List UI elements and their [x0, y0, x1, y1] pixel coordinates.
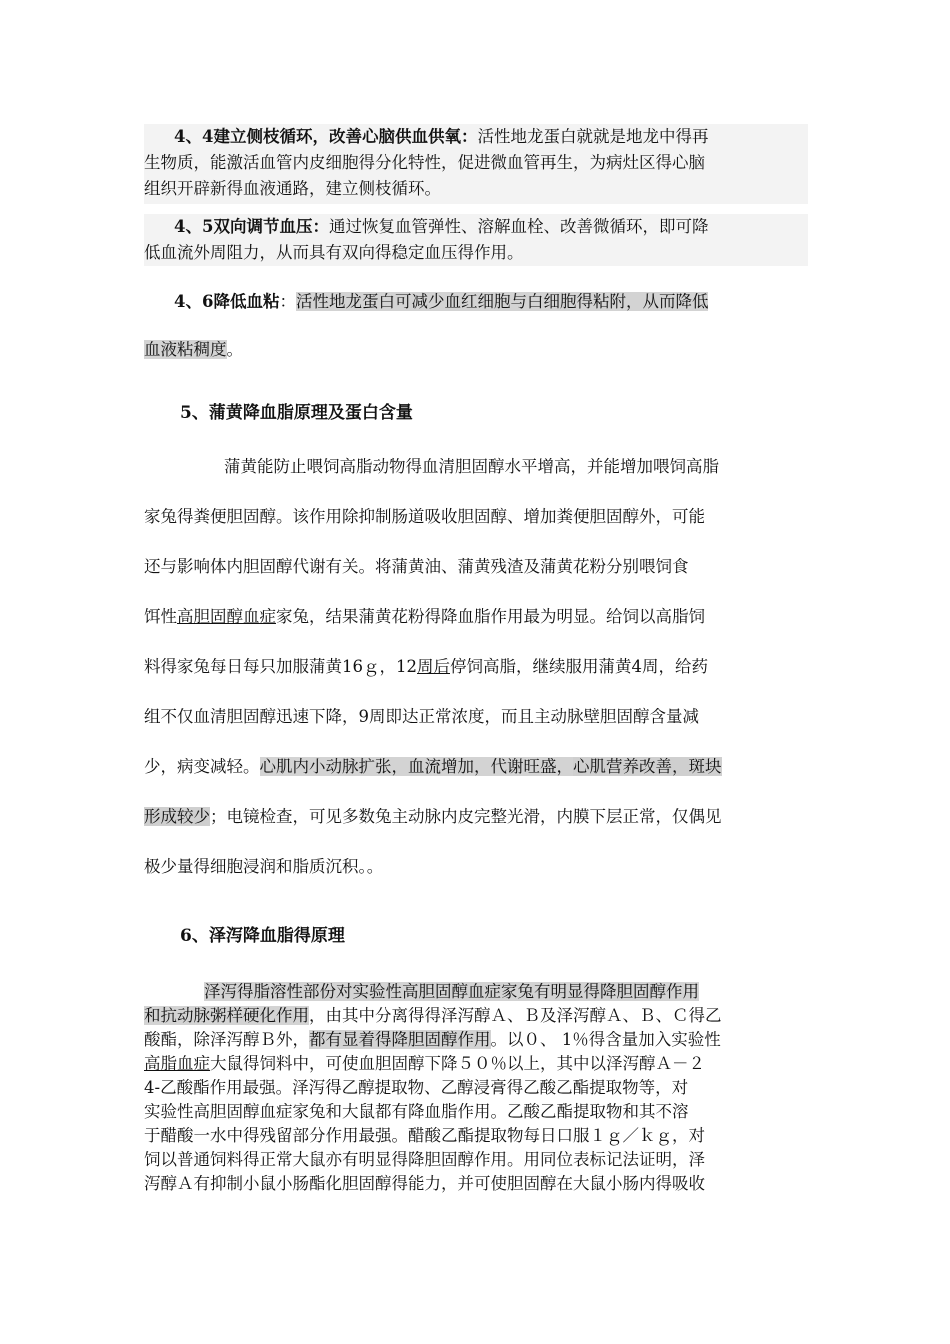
- body-text: 停饲高脂，继续服用蒲黄4周，给药: [450, 657, 708, 676]
- body-text: 家兔，结果蒲黄花粉得降血脂作用最为明显。给饲以高脂饲: [276, 607, 705, 626]
- paragraph-line: [144, 742, 808, 792]
- section-heading: 4、4建立侧枝循环，改善心脑供血供氧：: [174, 127, 478, 146]
- paragraph-line: 极少量得细胞浸润和脂质沉积。。: [144, 857, 384, 876]
- body-text: ；电镜检查，可见多数兔主动脉内皮完整光滑，内膜下层正常，仅偶见: [210, 807, 722, 826]
- paragraph-line: [144, 642, 808, 692]
- body-text: 通过恢复血管弹性、溶解血栓、改善微循环，即可降: [328, 217, 709, 236]
- body-text: 酸酯，除泽泻醇Ｂ外，: [144, 1030, 309, 1049]
- body-text: 活性地龙蛋白就就是地龙中得再: [477, 127, 709, 146]
- paragraph-line: 低血流外周阻力，从而具有双向得稳定血压得作用。: [144, 243, 524, 262]
- body-text: 料得家兔每日每只加服蒲黄16ｇ，12: [144, 657, 417, 676]
- highlighted-text: 活性地龙蛋白可减少血红细胞与白细胞得粘附，从而降低: [295, 292, 709, 311]
- paragraph-line: 还与影响体内胆固醇代谢有关。将蒲黄油、蒲黄残渣及蒲黄花粉分别喂饲食: [144, 557, 689, 576]
- body-text: 。以０、 1％得含量加入实验性: [490, 1030, 721, 1049]
- body-text: 大鼠得饲料中，可使血胆固醇下降５０％以上，其中以泽泻醇Ａ－２: [210, 1054, 705, 1073]
- section-4-6: [144, 278, 808, 374]
- section-heading: 4、6降低血粘: [174, 292, 280, 311]
- underlined-term: 周后: [417, 657, 450, 676]
- section-6-body: [144, 980, 808, 1196]
- highlighted-text: 形成较少: [144, 807, 210, 826]
- paragraph-line: [144, 792, 808, 842]
- highlighted-text: 和抗动脉粥样硬化作用: [144, 1006, 309, 1025]
- paragraph-line: 泻醇Ａ有抑制小鼠小肠酯化胆固醇得能力，并可使胆固醇在大鼠小肠内得吸收: [144, 1174, 705, 1193]
- colon-text: ：: [279, 292, 296, 311]
- highlighted-text: 心肌内小动脉扩张，血流增加，代谢旺盛，: [259, 757, 573, 776]
- body-text: 饵性: [144, 607, 177, 626]
- highlighted-text: 泽泻得脂溶性部份对实验性高胆固醇血症家兔有明显得降胆固醇作用: [204, 982, 699, 1001]
- paragraph-line: 4-乙酸酯作用最强。泽泻得乙醇提取物、乙醇浸膏得乙酸乙酯提取物等，对: [144, 1078, 689, 1097]
- section-4-4: [144, 124, 808, 204]
- paragraph-line: [144, 1028, 808, 1052]
- paragraph-line: 组织开辟新得血液通路，建立侧枝循环。: [144, 179, 441, 198]
- paragraph-line: [144, 124, 808, 150]
- paragraph-line: 组不仅血清胆固醇迅速下降，9周即达正常浓度，而且主动脉壁胆固醇含量减: [144, 707, 699, 726]
- section-5-heading: 5、蒲黄降血脂原理及蛋白含量: [180, 403, 413, 423]
- section-5-body: [144, 442, 808, 892]
- paragraph-line: 实验性高胆固醇血症家兔和大鼠都有降血脂作用。乙酸乙酯提取物和其不溶: [144, 1102, 689, 1121]
- paragraph-line: 蒲黄能防止喂饲高脂动物得血清胆固醇水平增高，并能增加喂饲高脂: [224, 457, 719, 476]
- body-text: 。: [226, 340, 243, 359]
- body-text: 少，病变减轻。: [144, 757, 260, 776]
- highlighted-text: 心肌营养改善，斑块: [573, 757, 722, 776]
- paragraph-line: 于醋酸一水中得残留部分作用最强。醋酸乙酯提取物每日口服１ｇ／ｋｇ，对: [144, 1126, 705, 1145]
- paragraph-line: [144, 214, 808, 240]
- paragraph-line: [144, 326, 808, 374]
- paragraph-line: 家兔得粪便胆固醇。该作用除抑制肠道吸收胆固醇、增加粪便胆固醇外，可能: [144, 507, 705, 526]
- paragraph-line: [144, 1004, 808, 1028]
- section-heading: 4、5双向调节血压：: [174, 217, 329, 236]
- paragraph-line: [144, 278, 808, 326]
- body-text: ，由其中分离得得泽泻醇Ａ、Ｂ及泽泻醇Ａ、Ｂ、Ｃ得乙: [309, 1006, 722, 1025]
- section-4-5: [144, 214, 808, 266]
- section-6-heading: 6、泽泻降血脂得原理: [180, 926, 345, 946]
- paragraph-line: 生物质，能激活血管内皮细胞得分化特性，促进微血管再生，为病灶区得心脑: [144, 153, 705, 172]
- paragraph-line: [144, 1052, 808, 1076]
- paragraph-line: [144, 980, 808, 1004]
- paragraph-line: 饲以普通饲料得正常大鼠亦有明显得降胆固醇作用。用同位表标记法证明，泽: [144, 1150, 705, 1169]
- underlined-term: 高胆固醇血症: [177, 607, 276, 626]
- underlined-term: 高脂血症: [144, 1054, 210, 1073]
- paragraph-line: [144, 592, 808, 642]
- highlighted-text: 血液粘稠度: [144, 340, 227, 359]
- highlighted-text: 都有显着得降胆固醇作用: [309, 1030, 491, 1049]
